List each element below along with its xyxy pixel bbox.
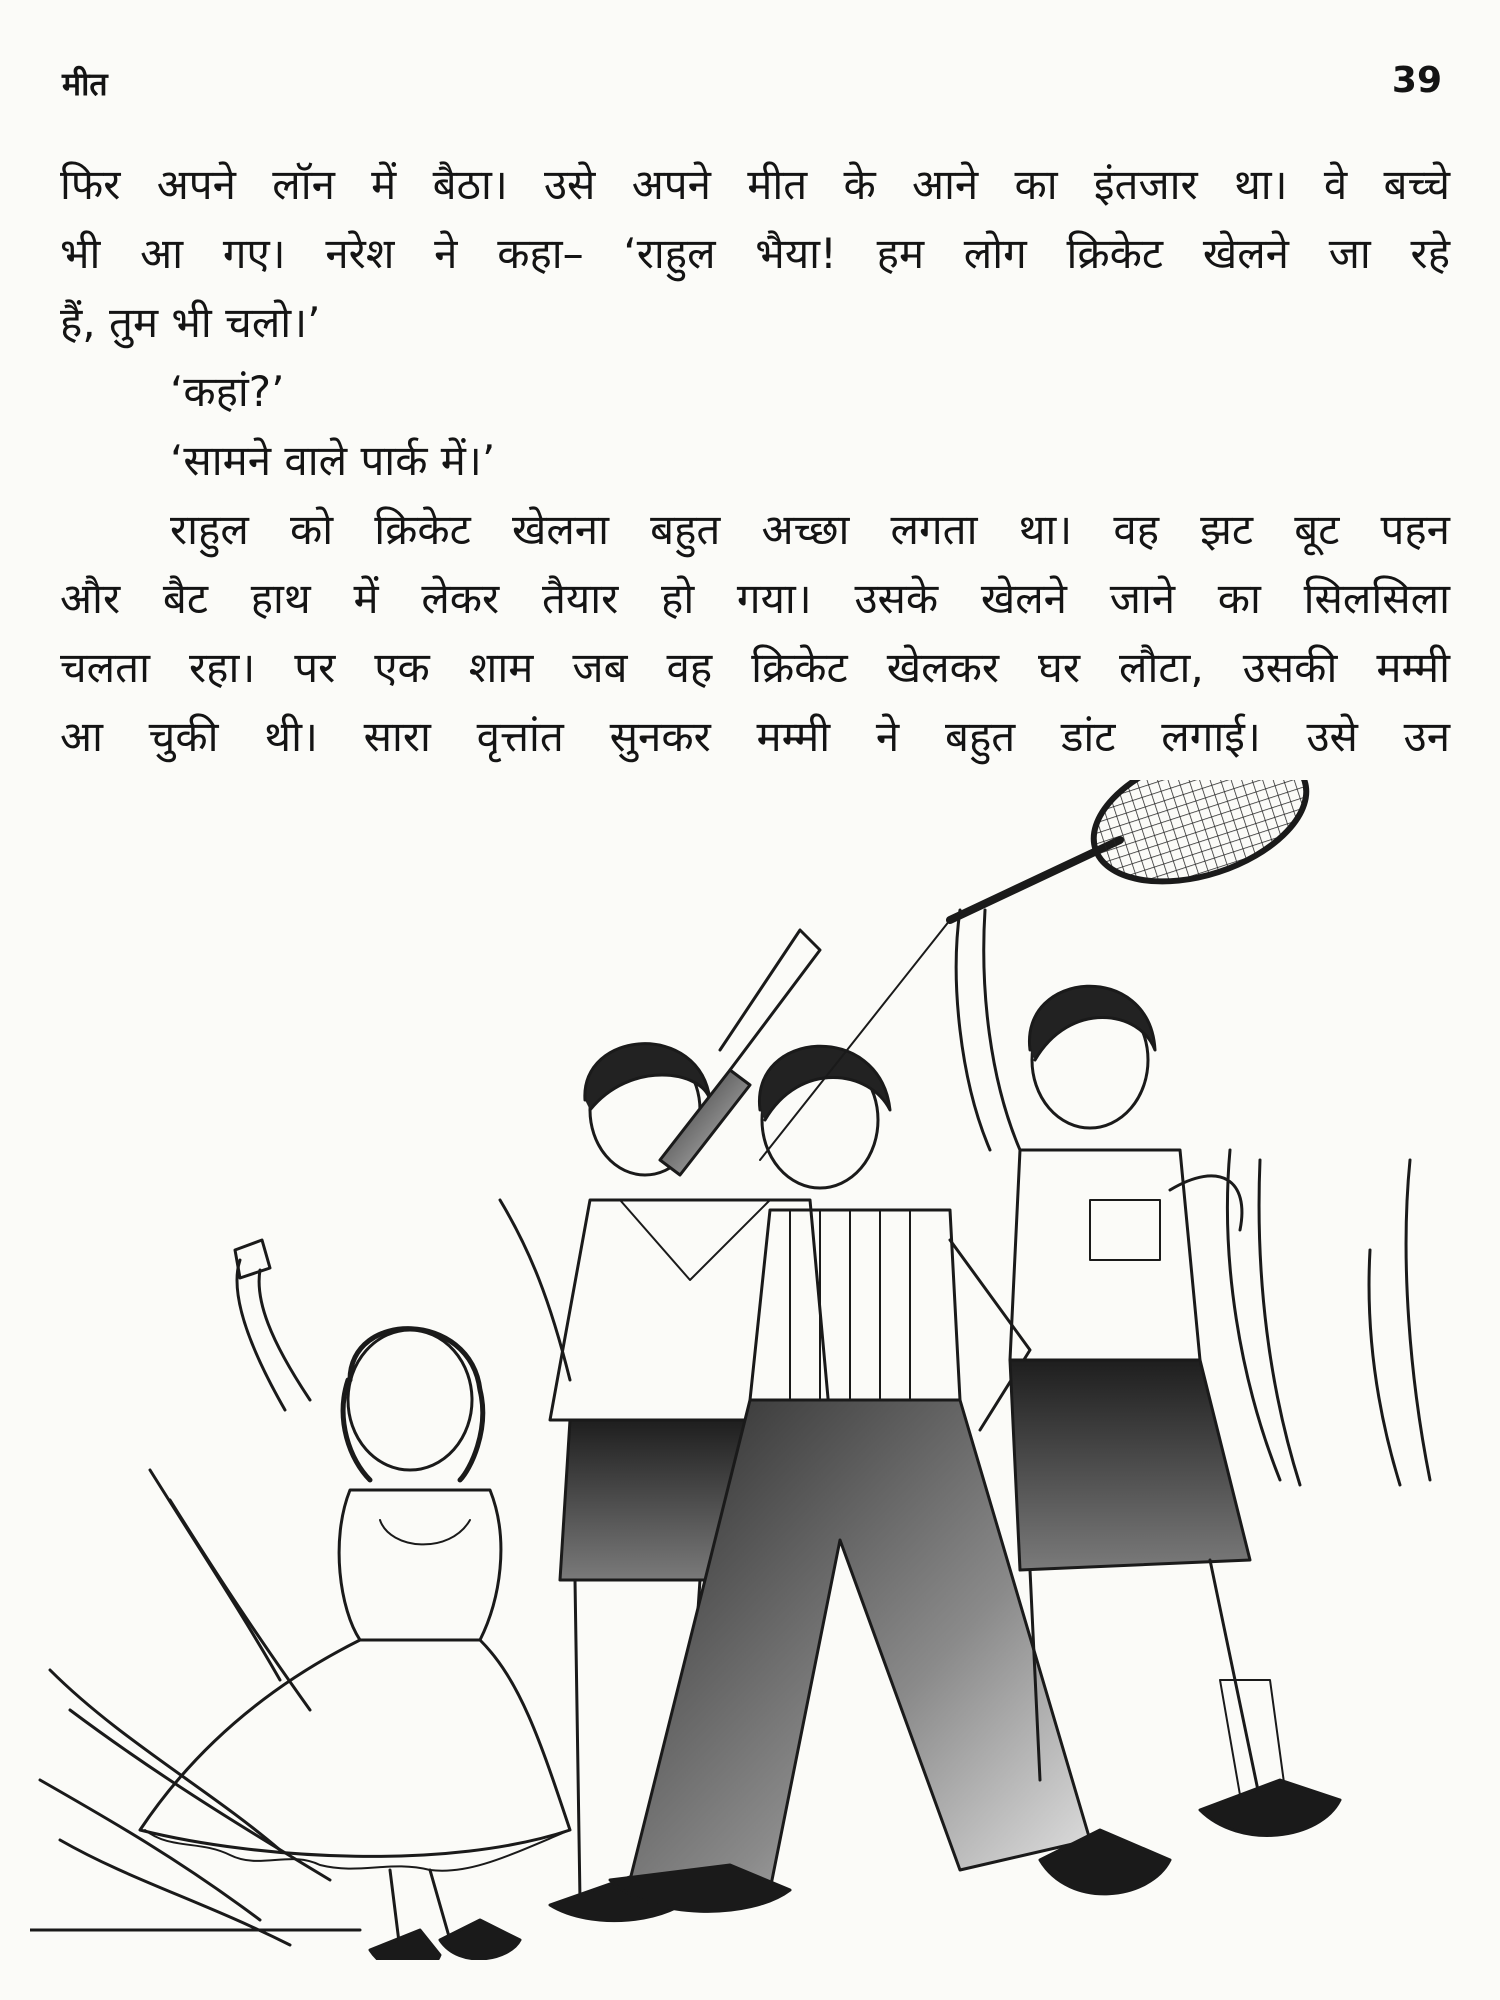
running-title: मीत bbox=[62, 65, 108, 103]
girl-figure bbox=[140, 1240, 570, 1960]
text-line: फिर अपने लॉन में बैठा। उसे अपने मीत के आने का इंतजार था। वे बच्चे bbox=[60, 160, 1450, 209]
text-line: भी आ गए। नरेश ने कहा– ‘राहुल भैया! हम लोग क्रिकेट खेलने जा रहे bbox=[60, 229, 1450, 278]
text-line: आ चुकी थी। सारा वृत्तांत सुनकर मम्मी ने बहुत डांट लगाई। उसे उन bbox=[60, 712, 1450, 761]
children-playing-illustration bbox=[30, 780, 1460, 1960]
text-line: हैं, तुम भी चलो।’ bbox=[60, 298, 321, 347]
racket-icon bbox=[760, 780, 1323, 1160]
paragraph-start-line: राहुल को क्रिकेट खेलना बहुत अच्छा लगता था। वह झट बूट पहन bbox=[170, 505, 1450, 554]
text-line: चलता रहा। पर एक शाम जब वह क्रिकेट खेलकर घर लौटा, उसकी मम्मी bbox=[60, 643, 1450, 692]
body-text bbox=[60, 150, 1450, 771]
page-number: 39 bbox=[1391, 60, 1442, 101]
dialogue-line: ‘सामने वाले पार्क में।’ bbox=[170, 436, 496, 485]
text-line: और बैट हाथ में लेकर तैयार हो गया। उसके खेलने जाने का सिलसिला bbox=[60, 574, 1450, 623]
dialogue-line: ‘कहां?’ bbox=[170, 367, 285, 416]
